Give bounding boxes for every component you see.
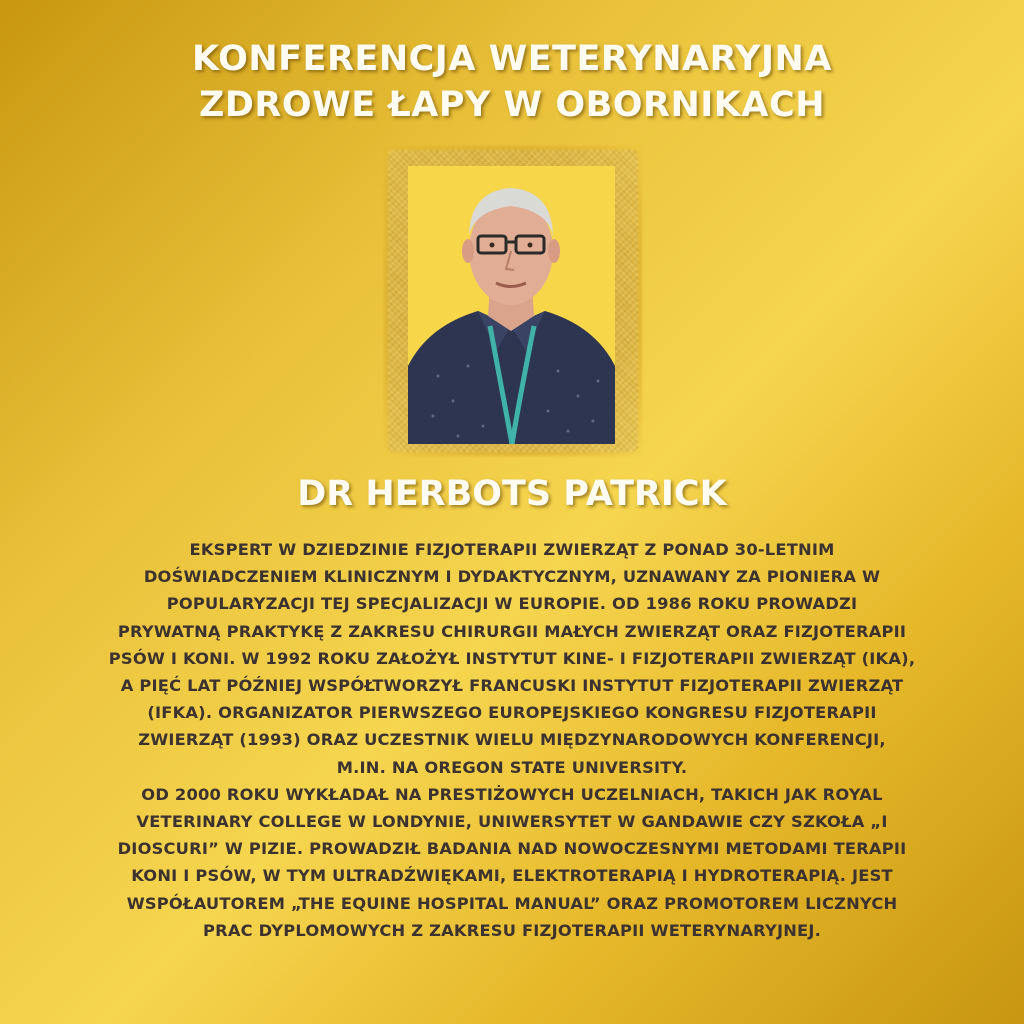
bio-line: OD 2000 ROKU WYKŁADAŁ NA PRESTIŻOWYCH UCZELNIACH, TAKICH JAK ROYAL (141, 784, 883, 804)
page-title (0, 36, 1024, 128)
title-line-2: ZDROWE ŁAPY W OBORNIKACH (198, 85, 825, 125)
bio-line: PSÓW I KONI. W 1992 ROKU ZAŁOŻYŁ INSTYTUT KINE- I FIZJOTERAPII ZWIERZĄT (IKA), (108, 648, 916, 668)
bio-line: ZWIERZĄT (1993) ORAZ UCZESTNIK WIELU MIĘDZYNARODOWYCH KONFERENCJI, (138, 730, 886, 750)
bio-line: A PIĘĆ LAT PÓŹNIEJ WSPÓŁTWORZYŁ FRANCUSKI INSTYTUT FIZJOTERAPII ZWIERZĄT (120, 676, 904, 696)
bio-line: PRAC DYPLOMOWYCH Z ZAKRESU FIZJOTERAPII WETERYNARYJNEJ. (202, 920, 821, 940)
bio-line: KONI I PSÓW, W TYM ULTRADŹWIĘKAMI, ELEKTROTERAPIĄ I HYDROTERAPIĄ. JEST (131, 866, 893, 886)
bio-line: VETERINARY COLLEGE W LONDYNIE, UNIWERSYTET W GANDAWIE CZY SZKOŁA „I (136, 812, 888, 832)
bio-line: EKSPERT W DZIEDZINIE FIZJOTERAPII ZWIERZĄT Z PONAD 30-LETNIM (189, 540, 835, 559)
speaker-bio (30, 536, 994, 944)
speaker-name: DR HERBOTS PATRICK (297, 474, 727, 514)
bio-line: DOŚWIADCZENIEM KLINICZNYM I DYDAKTYCZNYM, UZNAWANY ZA PIONIERA W (143, 567, 881, 587)
bio-line: PRYWATNĄ PRAKTYKĘ Z ZAKRESU CHIRURGII MAŁYCH ZWIERZĄT ORAZ FIZJOTERAPII (117, 621, 907, 641)
bio-line: WSPÓŁAUTOREM „THE EQUINE HOSPITAL MANUAL” ORAZ PROMOTOREM LICZNYCH (126, 893, 898, 913)
bio-line: M.IN. NA OREGON STATE UNIVERSITY. (336, 757, 688, 777)
bio-line: DIOSCURI” W PIZIE. PROWADZIŁ BADANIA NAD NOWOCZESNYMI METODAMI TERAPII (117, 839, 907, 859)
bio-line: POPULARYZACJI TEJ SPECJALIZACJI W EUROPIE. OD 1986 ROKU PROWADZI (166, 594, 858, 614)
title-line-1: KONFERENCJA WETERYNARYJNA (192, 39, 832, 79)
bio-line: (IFKA). ORGANIZATOR PIERWSZEGO EUROPEJSKIEGO KONGRESU FIZJOTERAPII (147, 703, 877, 723)
speaker-photo (408, 166, 615, 444)
